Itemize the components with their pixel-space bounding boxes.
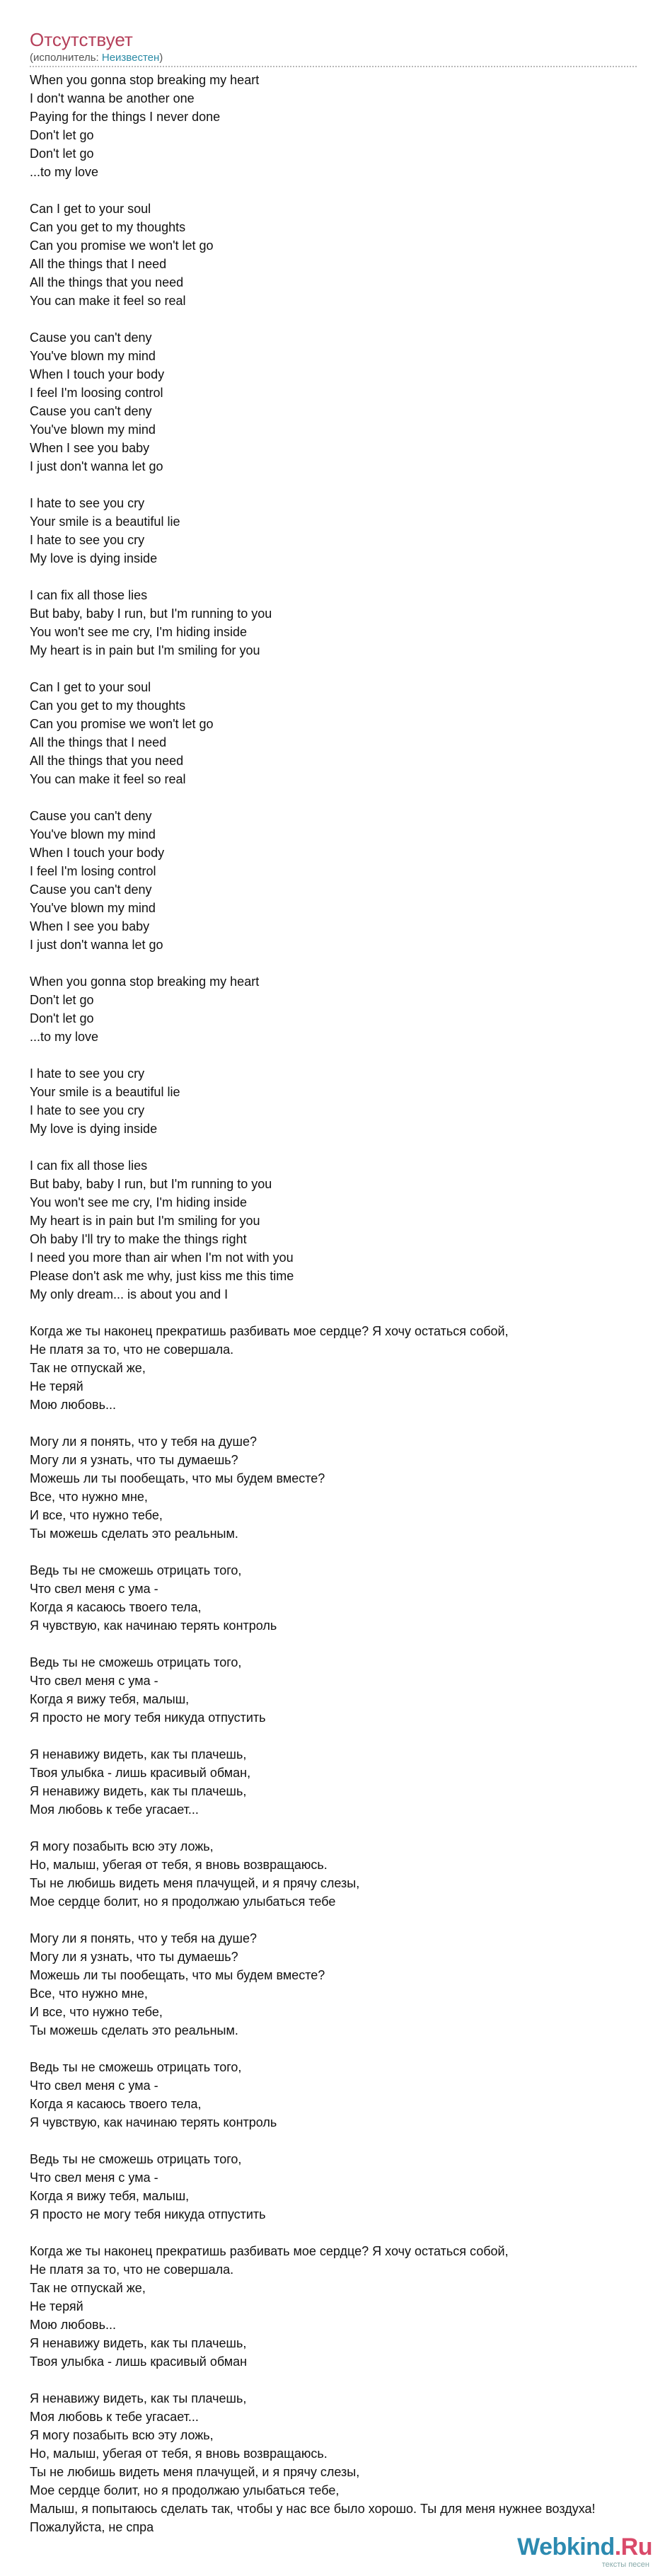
lyrics-line: Ведь ты не сможешь отрицать того, [30, 2060, 242, 2074]
lyrics-line: Cause you can't deny [30, 882, 152, 897]
lyrics-line: You've blown my mind [30, 827, 156, 841]
lyrics-line: Что свел меня с ума - [30, 1674, 158, 1688]
lyrics-line: You've blown my mind [30, 901, 156, 915]
lyrics-line: When you gonna stop breaking my heart [30, 73, 260, 87]
lyrics-line: Я ненавижу видеть, как ты плачешь, [30, 1784, 247, 1798]
lyrics-stanza [30, 807, 665, 954]
lyrics-line: But baby, baby I run, but I'm running to you [30, 1177, 272, 1191]
lyrics-line: Так не отпускай же, [30, 2281, 146, 2295]
lyrics-line: Can you promise we won't let go [30, 238, 214, 253]
lyrics-line: ...to my love [30, 165, 99, 179]
lyrics-stanza [30, 494, 665, 568]
lyrics-line: Your smile is a beautiful lie [30, 1085, 180, 1099]
lyrics-line: Так не отпускай же, [30, 1361, 146, 1375]
lyrics-line: I hate to see you cry [30, 496, 145, 510]
lyrics-stanza [30, 1837, 665, 1911]
lyrics-line: Мое сердце болит, но я продолжаю улыбаться тебе, [30, 2483, 340, 2497]
lyrics-line: Я ненавижу видеть, как ты плачешь, [30, 2391, 247, 2405]
lyrics-line: Когда я касаюсь твоего тела, [30, 2097, 202, 2111]
lyrics-line: Мое сердце болит, но я продолжаю улыбаться тебе [30, 1894, 336, 1909]
lyrics-line: Мою любовь... [30, 2318, 116, 2332]
lyrics-line: Все, что нужно мне, [30, 1490, 148, 1504]
lyrics-line: Cause you can't deny [30, 330, 152, 345]
lyrics-line: Можешь ли ты пообещать, что мы будем вместе? [30, 1968, 325, 1982]
lyrics-line: Твоя улыбка - лишь красивый обман [30, 2354, 248, 2369]
lyrics-line: When I touch your body [30, 846, 165, 860]
logo-tagline: тексты песен [601, 2560, 649, 2569]
lyrics-line: Могу ли я узнать, что ты думаешь? [30, 1950, 238, 1964]
artist-prefix: (исполнитель: [30, 52, 102, 64]
lyrics-line: Please don't ask me why, just kiss me this time [30, 1269, 294, 1283]
lyrics-stanza [30, 71, 665, 181]
lyrics-line: Я могу позабыть всю эту ложь, [30, 2428, 214, 2442]
lyrics-line: Можешь ли ты пообещать, что мы будем вместе? [30, 1471, 325, 1485]
lyrics-line: Ведь ты не сможешь отрицать того, [30, 1655, 242, 1669]
lyrics-stanza [30, 1064, 665, 1138]
lyrics-line: All the things that you need [30, 754, 184, 768]
lyrics-line: Что свел меня с ума - [30, 1582, 158, 1596]
lyrics-line: I can fix all those lies [30, 588, 148, 602]
lyrics-stanza [30, 328, 665, 476]
lyrics-line: You've blown my mind [30, 349, 156, 363]
lyrics-line: My only dream... is about you and I [30, 1287, 229, 1301]
lyrics-line: When I touch your body [30, 367, 165, 381]
lyrics-line: Ты можешь сделать это реальным. [30, 2023, 238, 2037]
lyrics-stanza [30, 2058, 665, 2132]
lyrics-line: Ты не любишь видеть меня плачущей, и я прячу слезы, [30, 1876, 360, 1890]
lyrics-line: Oh baby I'll try to make the things right [30, 1232, 247, 1246]
lyrics-line: I just don't wanna let go [30, 938, 163, 952]
lyrics-line: Don't let go [30, 1011, 94, 1025]
lyrics-line: Малыш, я попытаюсь сделать так, чтобы у нас все было хорошо. Ты для меня нужнее воздуха! [30, 2502, 596, 2516]
song-title: Отсутствует [30, 29, 133, 50]
lyrics-line: Когда же ты наконец прекратишь разбивать мое сердце? Я хочу остаться собой, [30, 2244, 509, 2258]
lyrics-line: I don't wanna be another one [30, 91, 195, 105]
lyrics-stanza [30, 1432, 665, 1543]
lyrics-line: I can fix all those lies [30, 1158, 148, 1173]
lyrics-line: All the things that you need [30, 275, 184, 289]
lyrics-line: My love is dying inside [30, 551, 158, 565]
lyrics-line: Могу ли я понять, что у тебя на душе? [30, 1434, 258, 1449]
lyrics-line: Я ненавижу видеть, как ты плачешь, [30, 2336, 247, 2350]
lyrics-line: Что свел меня с ума - [30, 2078, 158, 2093]
lyrics-line: Но, малыш, убегая от тебя, я вновь возвращаюсь. [30, 1858, 328, 1872]
lyrics-line: Не платя за то, что не совершала. [30, 2262, 234, 2277]
lyrics-line: Когда я вижу тебя, малыш, [30, 2189, 190, 2203]
lyrics-stanza [30, 972, 665, 1046]
lyrics-line: Я чувствую, как начинаю терять контроль [30, 2115, 277, 2129]
lyrics-stanza [30, 2150, 665, 2224]
lyrics-line: I feel I'm losing control [30, 864, 156, 878]
lyrics-line: Я просто не могу тебя никуда отпустить [30, 1710, 266, 1725]
artist-suffix: ) [159, 52, 163, 64]
lyrics-line: I just don't wanna let go [30, 459, 163, 473]
lyrics-line: You can make it feel so real [30, 772, 186, 786]
lyrics-stanza [30, 586, 665, 660]
lyrics-line: Your smile is a beautiful lie [30, 514, 180, 529]
site-logo[interactable] [511, 2534, 652, 2569]
lyrics-line: Моя любовь к тебе угасает... [30, 1802, 199, 1817]
lyrics-line: Но, малыш, убегая от тебя, я вновь возвращаюсь. [30, 2446, 328, 2461]
lyrics-line: When I see you baby [30, 441, 150, 455]
lyrics-line: I hate to see you cry [30, 533, 145, 547]
lyrics-line: You've blown my mind [30, 422, 156, 437]
lyrics-stanza [30, 678, 665, 788]
lyrics-line: Все, что нужно мне, [30, 1986, 148, 2001]
lyrics-line: Ведь ты не сможешь отрицать того, [30, 1563, 242, 1577]
lyrics-stanza [30, 1653, 665, 1727]
lyrics-line: Я ненавижу видеть, как ты плачешь, [30, 1747, 247, 1761]
logo-brand: Webkind [517, 2534, 615, 2560]
lyrics-line: Твоя улыбка - лишь красивый обман, [30, 1766, 251, 1780]
lyrics-line: But baby, baby I run, but I'm running to you [30, 606, 272, 621]
lyrics-line: Can I get to your soul [30, 680, 151, 694]
lyrics-line: Моя любовь к тебе угасает... [30, 2410, 199, 2424]
lyrics-line: You won't see me cry, I'm hiding inside [30, 1195, 248, 1209]
lyrics-line: ...to my love [30, 1030, 99, 1044]
lyrics-line: Пожалуйста, не спра [30, 2520, 154, 2534]
lyrics-line: Ты можешь сделать это реальным. [30, 1526, 238, 1541]
lyrics-line: Когда я вижу тебя, малыш, [30, 1692, 190, 1706]
lyrics-line: Я чувствую, как начинаю терять контроль [30, 1618, 277, 1633]
lyrics-stanza [30, 200, 665, 310]
lyrics-line: Мою любовь... [30, 1398, 116, 1412]
lyrics-line: Я могу позабыть всю эту ложь, [30, 1839, 214, 1853]
lyrics-line: My heart is in pain but I'm smiling for you [30, 1214, 260, 1228]
lyrics-line: Ты не любишь видеть меня плачущей, и я прячу слезы, [30, 2465, 360, 2479]
lyrics-line: И все, что нужно тебе, [30, 1508, 163, 1522]
lyrics-line: You won't see me cry, I'm hiding inside [30, 625, 248, 639]
lyrics-line: Не теряй [30, 2299, 83, 2313]
lyrics-line: Cause you can't deny [30, 404, 152, 418]
lyrics-line: All the things that I need [30, 735, 167, 749]
lyrics-line: Не теряй [30, 1379, 83, 1393]
lyrics-line: Don't let go [30, 128, 94, 142]
lyrics-line: Ведь ты не сможешь отрицать того, [30, 2152, 242, 2166]
lyrics-line: I hate to see you cry [30, 1103, 145, 1117]
lyrics-line: Могу ли я узнать, что ты думаешь? [30, 1453, 238, 1467]
lyrics-line: Don't let go [30, 993, 94, 1007]
lyrics-line: All the things that I need [30, 257, 167, 271]
lyrics-stanza [30, 2389, 665, 2536]
lyrics-stanza [30, 2242, 665, 2371]
lyrics-line: Я просто не могу тебя никуда отпустить [30, 2207, 266, 2221]
lyrics-line: И все, что нужно тебе, [30, 2005, 163, 2019]
lyrics-line: I hate to see you cry [30, 1066, 145, 1081]
lyrics-stanza [30, 1156, 665, 1304]
lyrics-line: Могу ли я понять, что у тебя на душе? [30, 1931, 258, 1945]
lyrics-line: Cause you can't deny [30, 809, 152, 823]
logo-wordmark [517, 2534, 652, 2561]
lyrics-text [30, 71, 665, 2555]
lyrics-line: Когда же ты наконец прекратишь разбивать мое сердце? Я хочу остаться собой, [30, 1324, 509, 1338]
artist-link[interactable]: Неизвестен [101, 52, 160, 64]
lyrics-line: Can I get to your soul [30, 202, 151, 216]
lyrics-line: I need you more than air when I'm not with you [30, 1250, 294, 1265]
lyrics-line: Can you get to my thoughts [30, 220, 186, 234]
lyrics-line: I feel I'm loosing control [30, 386, 163, 400]
lyrics-line: Paying for the things I never done [30, 110, 221, 124]
title-divider [30, 66, 637, 67]
lyrics-line: Don't let go [30, 146, 94, 161]
lyrics-line: My love is dying inside [30, 1122, 158, 1136]
lyrics-stanza [30, 1745, 665, 1819]
lyrics-stanza [30, 1561, 665, 1635]
lyrics-line: Can you promise we won't let go [30, 717, 214, 731]
lyrics-stanza [30, 1929, 665, 2040]
lyrics-line: Когда я касаюсь твоего тела, [30, 1600, 202, 1614]
lyrics-line: Не платя за то, что не совершала. [30, 1342, 234, 1357]
lyrics-line: When I see you baby [30, 919, 150, 933]
lyrics-line: When you gonna stop breaking my heart [30, 974, 260, 989]
lyrics-line: Can you get to my thoughts [30, 698, 186, 713]
lyrics-line: My heart is in pain but I'm smiling for you [30, 643, 260, 657]
artist-line [30, 51, 163, 65]
lyrics-line: Что свел меня с ума - [30, 2170, 158, 2185]
logo-tld: .Ru [614, 2534, 652, 2560]
lyrics-line: You can make it feel so real [30, 294, 186, 308]
lyrics-stanza [30, 1322, 665, 1414]
